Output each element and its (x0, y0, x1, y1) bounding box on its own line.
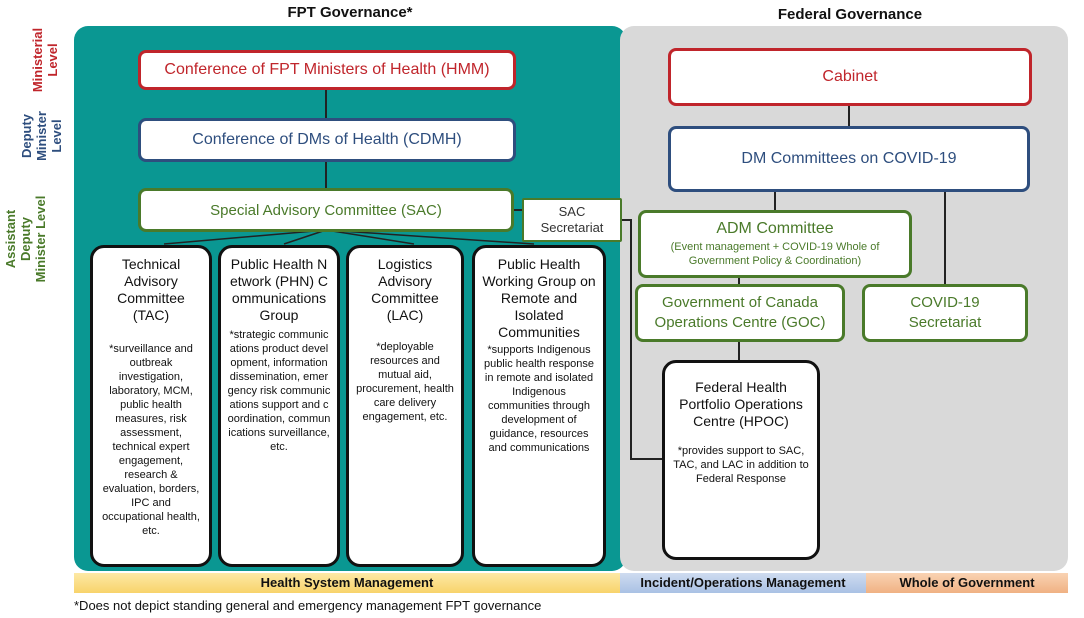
federal-governance-header: Federal Governance (777, 6, 923, 23)
cabinet-box (668, 48, 1032, 106)
phn-communications-box (218, 245, 340, 567)
deputy-minister-level-label: Deputy Minister Level (18, 111, 64, 161)
footnote: *Does not depict standing general and emergency management FPT governance (74, 598, 542, 613)
hpoc-box (662, 360, 820, 560)
connector-goc-hpoc (738, 342, 740, 360)
assistant-deputy-minister-level-label: Assistant Deputy Minister Level (2, 195, 48, 283)
connector-dm-adm (774, 192, 776, 212)
connector-dm-covid-secretariat (944, 192, 946, 284)
hmm-label: Conference of FPT Ministers of Health (HMM) (164, 61, 490, 78)
sac-secretariat-label: SAC Secretariat (540, 204, 604, 235)
incident-operations-management-band: Incident/Operations Management (620, 573, 866, 593)
connector-hmm-cdmh (325, 88, 327, 118)
connector-cabinet-dm (848, 106, 850, 128)
adm-committee-box (638, 210, 912, 278)
lac-description: *deployable resources and mutual aid, procurement, health care delivery engagement, etc. (356, 341, 454, 423)
phn-communications-description: *strategic communications product development, information dissemination, emergency risk communications support and coordination, communications surveillance, etc. (227, 329, 331, 453)
tac-description: *surveillance and outbreak investigation, laboratory, MCM, public health measures, risk assessment, technical expert engagement, research & evaluation, borders, IPC and occupational health, etc. (102, 343, 200, 537)
covid-secretariat-label: COVID-19 Secretariat (908, 294, 982, 331)
phn-communications-title: Public Health Network (PHN) Communications Group (229, 256, 328, 323)
connector-secretariat-hpoc (630, 458, 664, 460)
hmm-box (138, 50, 516, 90)
connector-cdmh-sac (325, 162, 327, 188)
sac-label: Special Advisory Committee (SAC) (210, 201, 442, 219)
sac-box (138, 188, 514, 232)
fpt-governance-header: FPT Governance* (287, 4, 413, 21)
cdmh-label: Conference of DMs of Health (CDMH) (192, 131, 462, 148)
goc-box (635, 284, 845, 342)
remote-communities-box (472, 245, 606, 567)
hpoc-title: Federal Health Portfolio Operations Centre (HPOC) (679, 379, 803, 429)
lac-box (346, 245, 464, 567)
health-system-management-band: Health System Management (74, 573, 620, 593)
remote-communities-title: Public Health Working Group on Remote and Isolated Communities (482, 256, 596, 340)
adm-committee-subtitle: (Event management + COVID-19 Whole of Government Policy & Coordination) (670, 241, 880, 267)
cdmh-box (138, 118, 516, 162)
ministerial-level-label: Ministerial Level (30, 27, 60, 93)
covid-secretariat-box (862, 284, 1028, 342)
adm-committee-title: ADM Committee (716, 220, 834, 237)
connector-secretariat-down (630, 219, 632, 459)
dm-committees-label: DM Committees on COVID-19 (741, 150, 957, 167)
cabinet-label: Cabinet (822, 68, 878, 85)
tac-title: Technical Advisory Committee (TAC) (117, 256, 185, 323)
tac-box (90, 245, 212, 567)
lac-title: Logistics Advisory Committee (LAC) (371, 256, 439, 323)
whole-of-government-band: Whole of Government (866, 573, 1068, 593)
remote-communities-description: *supports Indigenous public health response in remote and isolated Indigenous communities through development of guidance, resources and communications (483, 344, 595, 454)
hpoc-description: *provides support to SAC, TAC, and LAC in addition to Federal Response (673, 445, 809, 485)
goc-label: Government of Canada Operations Centre (GOC) (654, 294, 826, 331)
sac-secretariat-box (522, 198, 622, 242)
dm-committees-box (668, 126, 1030, 192)
